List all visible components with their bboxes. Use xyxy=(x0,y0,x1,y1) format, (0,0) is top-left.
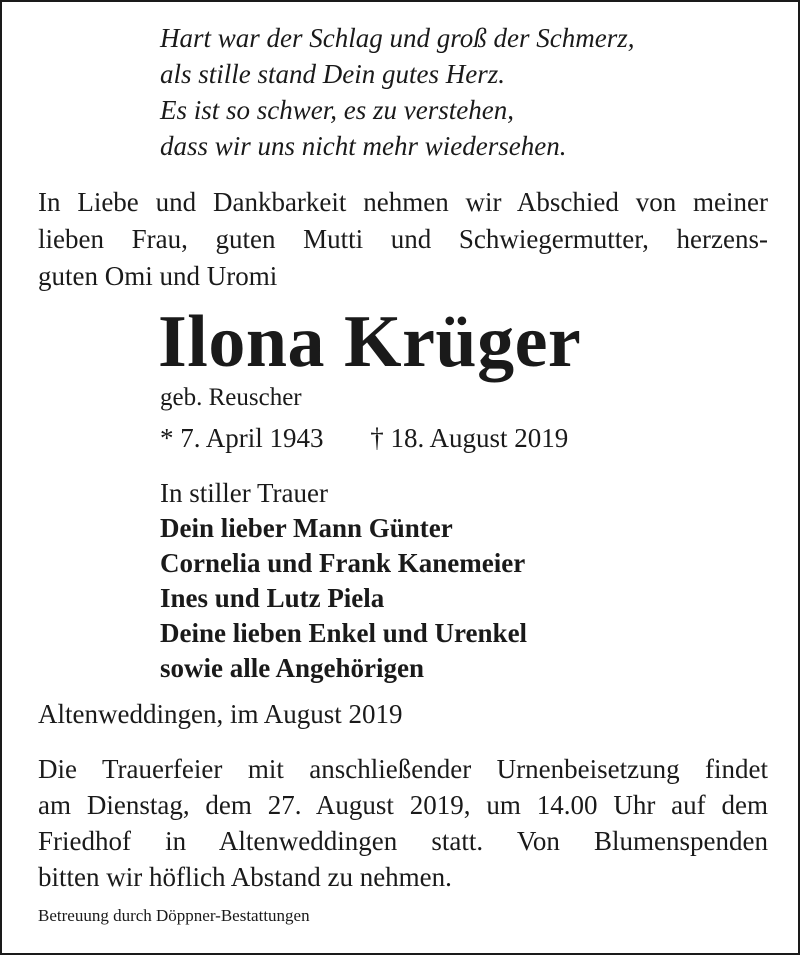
mourner-name: Dein lieber Mann Günter xyxy=(160,513,453,543)
service-line: Die Trauerfeier mit anschließender Urnenbeisetzung findet xyxy=(38,754,768,784)
deceased-name: Ilona Krüger xyxy=(158,301,582,383)
place-date: Altenweddingen, im August 2019 xyxy=(38,699,403,729)
intro-line: lieben Frau, guten Mutti und Schwiegermutter, herzens- xyxy=(38,224,768,254)
service-line: am Dienstag, dem 27. August 2019, um 14.00 Uhr auf dem xyxy=(38,790,768,820)
birth-date: * 7. April 1943 xyxy=(160,423,324,453)
poem-line: Hart war der Schlag und groß der Schmerz, xyxy=(160,23,635,53)
maiden-name: geb. Reuscher xyxy=(160,384,302,411)
service-line: Friedhof in Altenweddingen statt. Von Blumenspenden xyxy=(38,826,768,856)
funeral-home-credit: Betreuung durch Döppner-Bestattungen xyxy=(38,906,310,925)
service-line: bitten wir höflich Abstand zu nehmen. xyxy=(38,862,452,892)
mourner-name: Ines und Lutz Piela xyxy=(160,583,385,613)
mourners-heading: In stiller Trauer xyxy=(160,478,328,508)
life-dates xyxy=(160,420,568,456)
mourner-name: sowie alle Angehörigen xyxy=(160,653,424,683)
death-date: † 18. August 2019 xyxy=(370,423,569,453)
mourner-name: Deine lieben Enkel und Urenkel xyxy=(160,618,528,648)
intro-text xyxy=(38,184,768,295)
mourner-name: Cornelia und Frank Kanemeier xyxy=(160,548,526,578)
poem-line: Es ist so schwer, es zu verstehen, xyxy=(160,95,514,125)
intro-line: guten Omi und Uromi xyxy=(38,261,278,291)
intro-line: In Liebe und Dankbarkeit nehmen wir Abschied von meiner xyxy=(38,187,768,217)
mourners-block xyxy=(160,476,527,686)
poem-line: als stille stand Dein gutes Herz. xyxy=(160,59,505,89)
memorial-poem xyxy=(160,20,634,164)
poem-line: dass wir uns nicht mehr wiedersehen. xyxy=(160,131,567,161)
service-details xyxy=(38,751,768,895)
